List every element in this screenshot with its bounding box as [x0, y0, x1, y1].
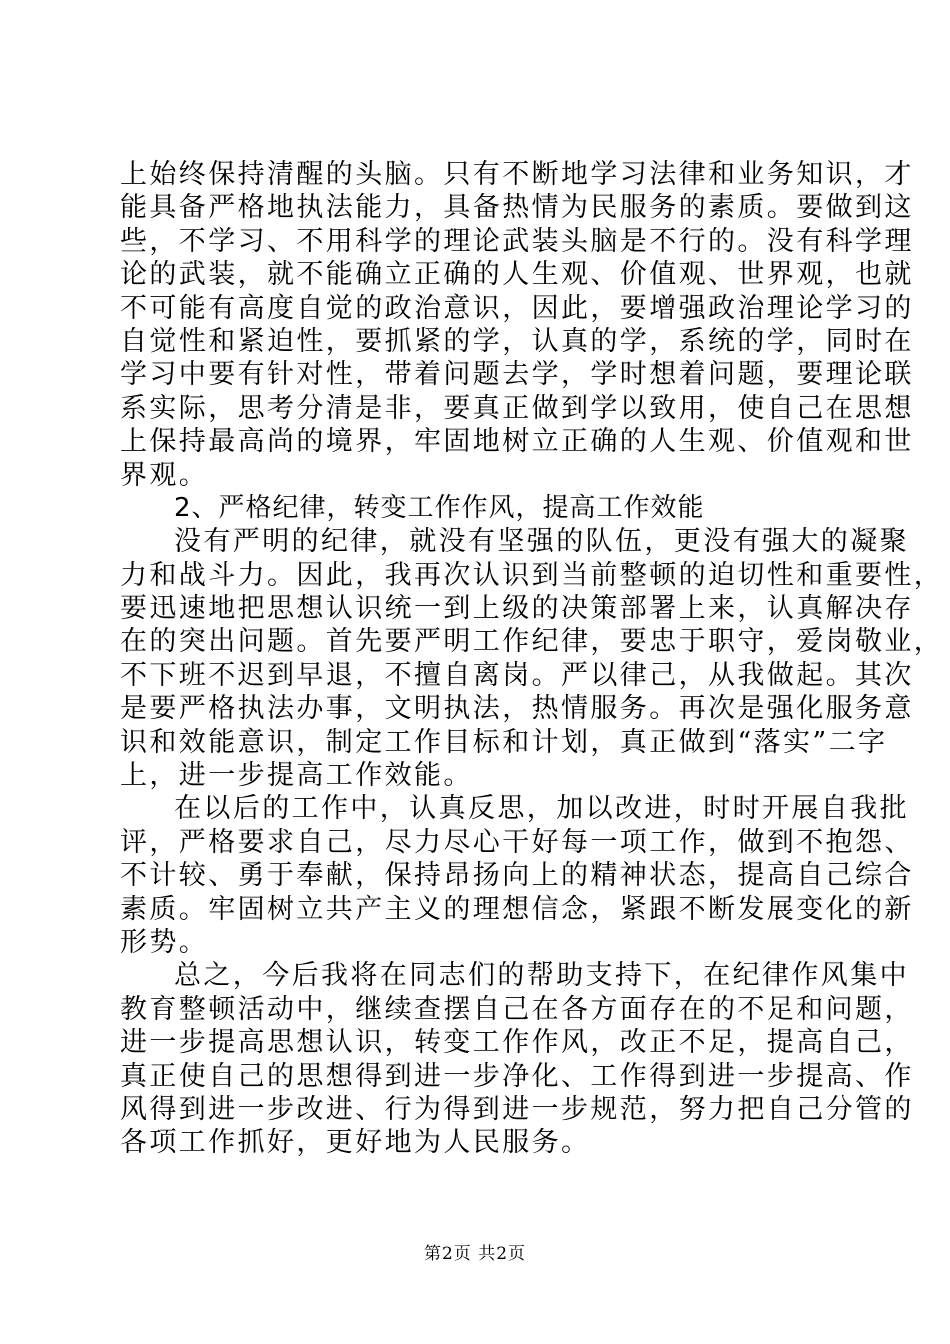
paragraph-line: 不可能有高度自觉的政治意识，因此，要增强政治理论学习的	[120, 292, 914, 324]
paragraph-line: 在以后的工作中，认真反思，加以改进，时时开展自我批	[174, 793, 909, 825]
paragraph	[120, 158, 914, 492]
paragraph-line: 些，不学习、不用科学的理论武装头脑是不行的。没有科学理	[120, 225, 914, 257]
section-heading: 2、严格纪律，转变工作作风，提高工作效能	[174, 492, 705, 523]
paragraph-line: 形势。	[120, 926, 209, 958]
paragraph-line: 不下班不迟到早退，不擅自离岗。严以律己，从我做起。其次	[120, 659, 914, 691]
paragraph-line: 自觉性和紧迫性，要抓紧的学，认真的学，系统的学，同时在	[120, 325, 914, 357]
paragraph	[120, 959, 914, 1159]
paragraph-line: 学习中要有针对性，带着问题去学，学时想着问题，要理论联	[120, 359, 914, 391]
page-number-footer: 第2页 共2页	[423, 1244, 527, 1264]
paragraph-line: 能具备严格地执法能力，具备热情为民服务的素质。要做到这	[120, 192, 914, 224]
paragraph	[120, 792, 914, 959]
document-body	[120, 158, 944, 1160]
paragraph-line: 评，严格要求自己，尽力尽心干好每一项工作，做到不抱怨、	[120, 826, 914, 858]
paragraph-line: 素质。牢固树立共产主义的理想信念，紧跟不断发展变化的新	[120, 893, 914, 925]
paragraph-line: 进一步提高思想认识，转变工作作风，改正不足，提高自己，	[120, 1027, 914, 1059]
paragraph-line: 总之，今后我将在同志们的帮助支持下，在纪律作风集中	[174, 960, 909, 992]
paragraph-line: 论的武装，就不能确立正确的人生观、价值观、世界观，也就	[120, 259, 914, 291]
paragraph-line: 教育整顿活动中，继续查摆自己在各方面存在的不足和问题，	[120, 993, 914, 1025]
paragraph-line: 上始终保持清醒的头脑。只有不断地学习法律和业务知识，才	[120, 159, 914, 190]
paragraph-line: 风得到进一步改进、行为得到进一步规范，努力把自己分管的	[120, 1093, 914, 1125]
paragraph-line: 各项工作抓好，更好地为人民服务。	[120, 1127, 591, 1159]
paragraph-line: 要迅速地把思想认识统一到上级的决策部署上来，认真解决存	[120, 593, 914, 625]
paragraph	[120, 525, 944, 792]
paragraph-line: 识和效能意识，制定工作目标和计划，真正做到“落实”二字	[120, 726, 888, 758]
paragraph-line: 没有严明的纪律，就没有坚强的队伍，更没有强大的凝聚	[174, 526, 909, 558]
paragraph-line: 真正使自己的思想得到进一步净化、工作得到进一步提高、作	[120, 1060, 914, 1092]
paragraph-line: 上保持最高尚的境界，牢固地树立正确的人生观、价值观和世	[120, 426, 914, 458]
paragraph-line: 上，进一步提高工作效能。	[120, 760, 473, 792]
paragraph-line: 不计较、勇于奉献，保持昂扬向上的精神状态，提高自己综合	[120, 860, 914, 892]
paragraph-line: 是要严格执法办事，文明执法，热情服务。再次是强化服务意	[120, 693, 914, 725]
paragraph-line: 界观。	[120, 459, 209, 491]
paragraph-line: 在的突出问题。首先要严明工作纪律，要忠于职守，爱岗敬业，	[120, 626, 944, 658]
paragraph-line: 系实际，思考分清是非，要真正做到学以致用，使自己在思想	[120, 392, 914, 424]
paragraph-line: 力和战斗力。因此，我再次认识到当前整顿的迫切性和重要性，	[120, 559, 944, 591]
